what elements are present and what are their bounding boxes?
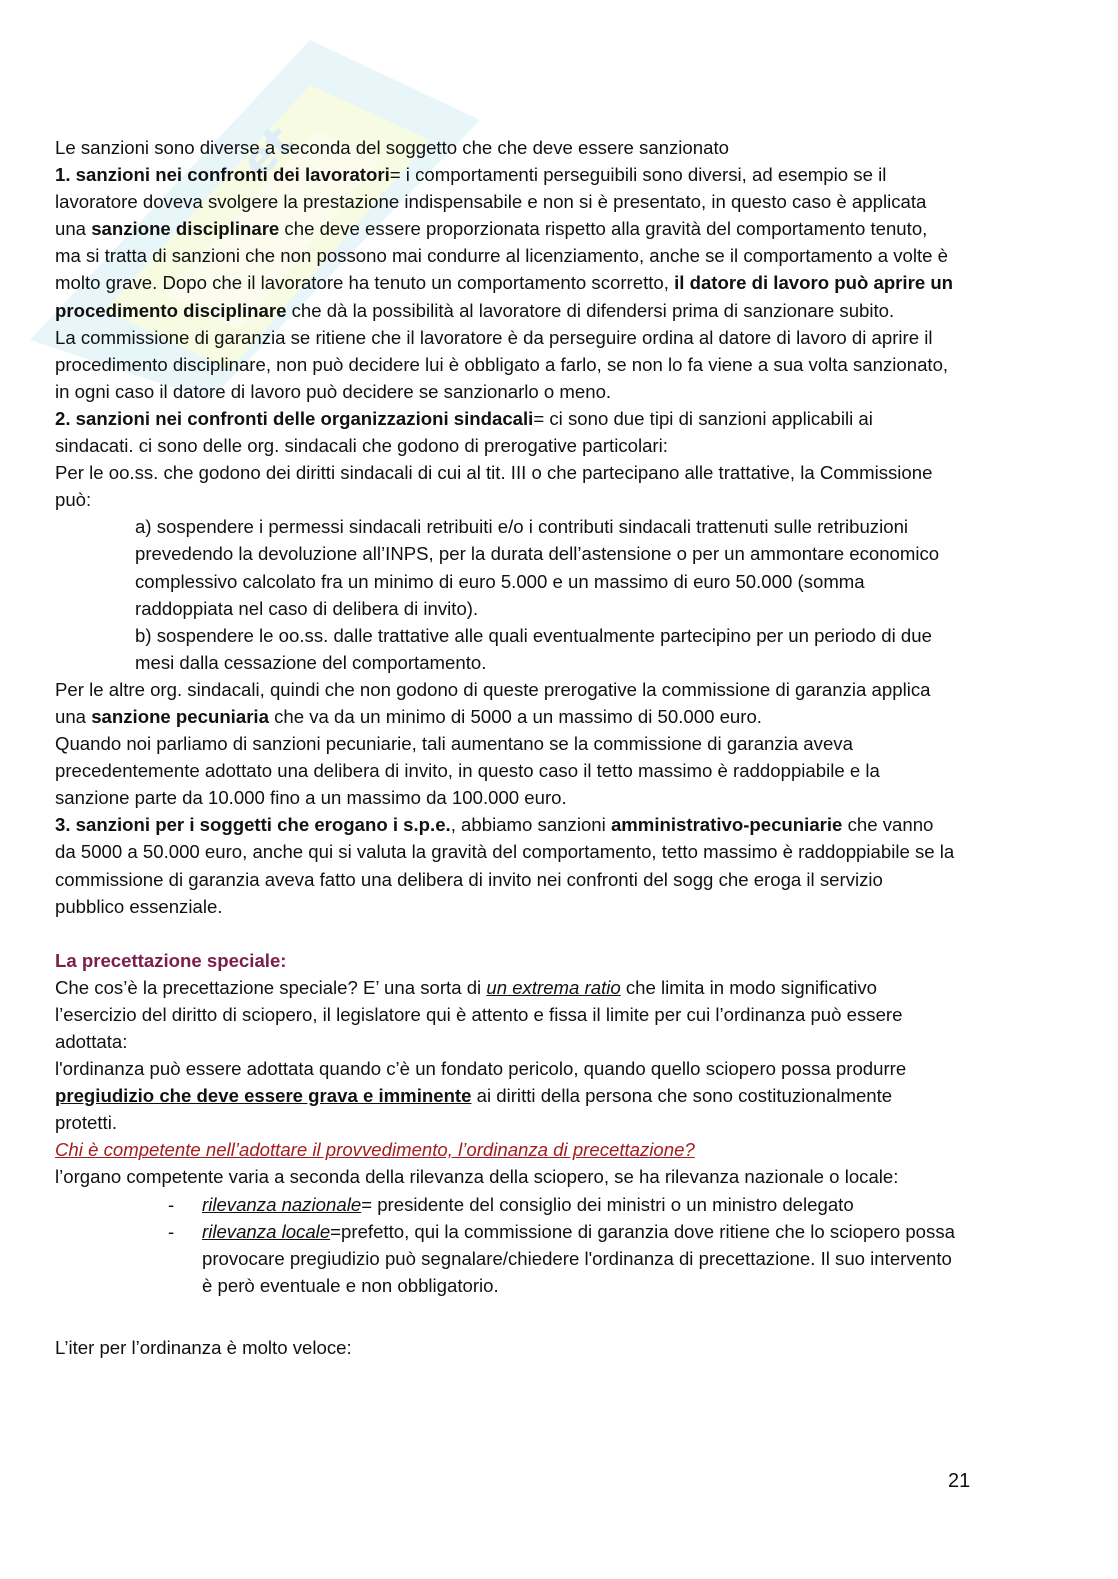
precettazione-definition-paragraph: Che cos’è la precettazione speciale? E’ una sorta di un extrema ratio che limita in modo significativo l’esercizio del diritto di sciopero, il legislatore qui è attento e fissa il limite per cui l’ordinanza può essere adottata: (55, 976, 903, 1052)
section-workers-title: 1. sanzioni nei confronti dei lavoratori (55, 164, 390, 186)
document-body (55, 134, 955, 1361)
section-unions-paragraph: 2. sanzioni nei confronti delle organizzazioni sindacali= ci sono due tipi di sanzioni applicabili ai sindacati. ci sono delle org. sindacali che godono di prerogative particolari: (55, 407, 873, 457)
iter-paragraph: L’iter per l’ordinanza è molto veloce: (55, 1336, 352, 1358)
other-unions-paragraph: Per le altre org. sindacali, quindi che non godono di queste prerogative la commissione di garanzia applica una sanzione pecuniaria che va da un minimo di 5000 a un massimo di 50.000 euro. (55, 678, 931, 727)
pecuniary-sanctions-paragraph: Quando noi parliamo di sanzioni pecuniarie, tali aumentano se la commissione di garanzia aveva precedentemente adottato una delibera di invito, in questo caso il tetto massimo è raddoppiabile e la sanzione parte da 10.000 fino a un massimo da 100.000 euro. (55, 733, 880, 809)
sanction-item-a: a) sospendere i permessi sindacali retribuiti e/o i contributi sindacali trattenuti sulle retribuzioni prevedendo la devoluzione all’INPS, per la durata dell’astensione o per un ammontare economico complessivo calcolato fra un minimo di euro 5.000 e un massimo di euro 50.000 (somma raddoppiata nel caso di delibera di invito). (135, 516, 940, 619)
ordinance-conditions-paragraph: l'ordinanza può essere adottata quando c’è un fondato pericolo, quando quello sciopero possa produrre pregiudizio che deve essere grava e imminente ai diritti della persona che sono costituzionalmente protetti. (55, 1058, 907, 1134)
sanction-item-b: b) sospendere le oo.ss. dalle trattative alle quali eventualmente partecipino per un periodo di due mesi dalla cessazione del comportamento. (135, 624, 932, 673)
section-spe-title: 3. sanzioni per i soggetti che erogano i s.p.e. (55, 814, 451, 836)
competence-question: Chi è competente nell’adottare il provvedimento, l’ordinanza di precettazione? (55, 1139, 695, 1161)
unions-rights-paragraph: Per le oo.ss. che godono dei diritti sindacali di cui al tit. III o che partecipano alle trattative, la Commissione può: (55, 462, 933, 511)
section-spe-paragraph: 3. sanzioni per i soggetti che erogano i s.p.e., abbiamo sanzioni amministrativo-pecuniarie che vanno da 5000 a 50.000 euro, anche qui si valuta la gravità del comportamento, tetto massimo è raddoppiabile se la commissione di garanzia aveva fatto una delibera di invito nei confronti del sogg che eroga il servizio pubblico essenziale. (55, 814, 955, 917)
list-item-local: - rilevanza locale=prefetto, qui la commissione di garanzia dove ritiene che lo sciopero possa provocare pregiudizio può segnalare/chiedere l'ordinanza di precettazione. Il suo intervento è però eventuale e non obbligatorio. (55, 1218, 955, 1299)
section-unions-title: 2. sanzioni nei confronti delle organizzazioni sindacali (55, 407, 534, 429)
section-workers-paragraph: 1. sanzioni nei confronti dei lavoratori= i comportamenti perseguibili sono diversi, ad esempio se il lavoratore doveva svolgere la prestazione indispensabile e non si è presentato, in questo caso è applicata una sanzione disciplinare che deve essere proporzionata rispetto alla gravità del comportamento tenuto, ma si tratta di sanzioni che non possono mai condurre al licenziamento, anche se il comportamento a volte è molto grave. Dopo che il lavoratore ha tenuto un comportamento scorretto, il datore di lavoro può aprire un procedimento disciplinare che dà la possibilità al lavoratore di difendersi prima di sanzionare subito. (55, 164, 954, 321)
guarantee-commission-paragraph: La commissione di garanzia se ritiene che il lavoratore è da perseguire ordina al datore di lavoro di aprire il procedimento disciplinare, non può decidere lui è obbligato a farlo, se non lo fa viene a sua volta sanzionato, in ogni caso il datore di lavoro può decidere se sanzionarlo o meno. (55, 326, 949, 402)
competent-organ-paragraph: l’organo competente varia a seconda della rilevanza della sciopero, se ha rilevanza nazionale o locale: (55, 1166, 899, 1188)
intro-paragraph: Le sanzioni sono diverse a seconda del soggetto che che deve essere sanzionato (55, 137, 729, 158)
precettazione-heading: La precettazione speciale: (55, 949, 287, 971)
page-number: 21 (948, 1470, 971, 1492)
svg-text:et: et (231, 115, 304, 188)
list-item-national: - rilevanza nazionale= presidente del consiglio dei ministri o un ministro delegato (55, 1191, 955, 1218)
list-dash: - (168, 1193, 175, 1215)
list-dash: - (168, 1220, 175, 1242)
